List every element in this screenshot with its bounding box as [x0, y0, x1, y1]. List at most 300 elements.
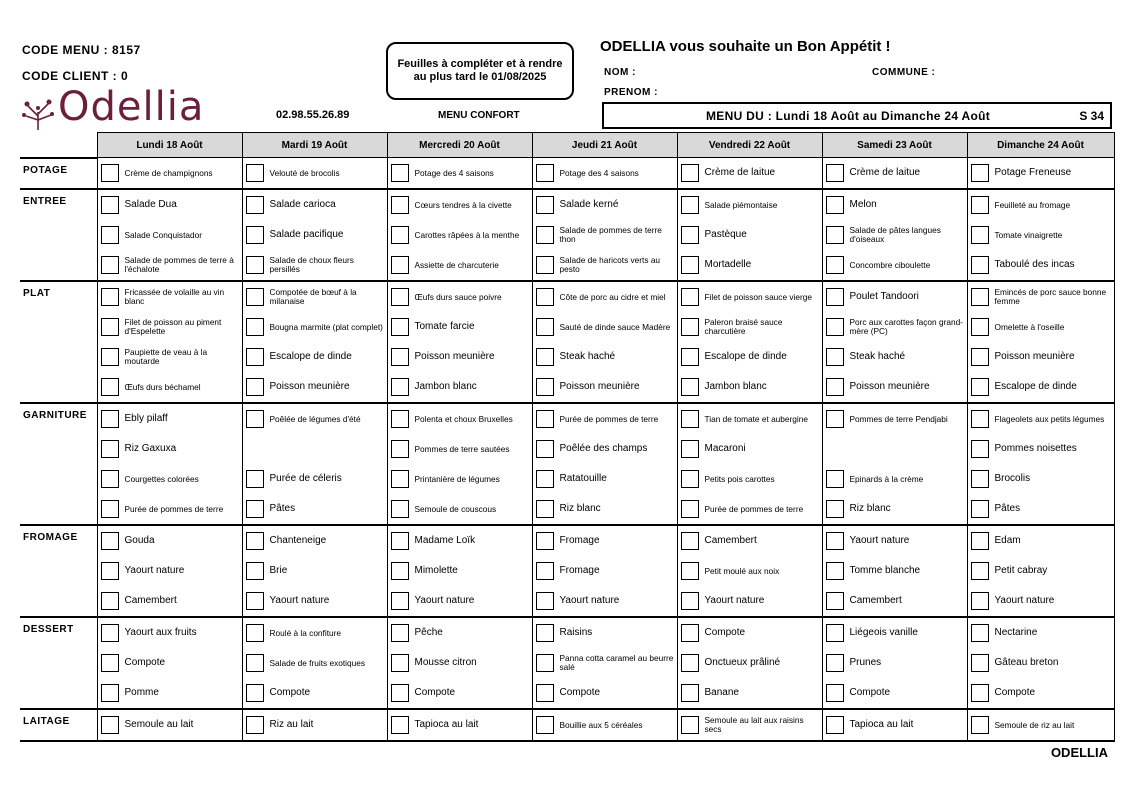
option-label: Feuilleté au fromage [994, 199, 1071, 210]
option-label: Banane [704, 687, 739, 698]
option-label: Liégeois vanille [849, 627, 918, 638]
option-checkbox[interactable] [101, 348, 119, 366]
option-checkbox[interactable] [826, 562, 844, 580]
option-checkbox[interactable] [826, 684, 844, 702]
option-label: Ratatouille [559, 473, 607, 484]
option-checkbox[interactable] [101, 716, 119, 734]
option-checkbox[interactable] [536, 256, 554, 274]
option-checkbox[interactable] [536, 196, 554, 214]
option-label: Poisson meunière [849, 381, 930, 392]
day-cell [822, 525, 967, 617]
day-cell [677, 281, 822, 403]
menu-option [678, 342, 822, 372]
menu-option [533, 526, 677, 556]
option-label: Œufs durs sauce poivre [414, 291, 502, 302]
option-checkbox[interactable] [246, 716, 264, 734]
menu-option [678, 494, 822, 524]
option-checkbox[interactable] [681, 196, 699, 214]
menu-table [20, 132, 1115, 742]
option-checkbox[interactable] [391, 256, 409, 274]
menu-option [533, 710, 677, 740]
day-cell [822, 709, 967, 741]
option-checkbox[interactable] [536, 226, 554, 244]
option-checkbox[interactable] [101, 532, 119, 550]
week-number: S 34 [1079, 109, 1104, 123]
option-checkbox[interactable] [246, 500, 264, 518]
menu-option [968, 586, 1114, 616]
menu-option [968, 618, 1114, 648]
category-row [20, 189, 1114, 281]
day-header: Vendredi 22 Août [677, 133, 822, 158]
option-checkbox[interactable] [971, 348, 989, 366]
option-checkbox[interactable] [391, 440, 409, 458]
option-label: Bouillie aux 5 céréales [559, 719, 643, 730]
option-checkbox[interactable] [971, 716, 989, 734]
menu-option [98, 526, 242, 556]
option-label: Panna cotta caramel au beurre salé [559, 653, 674, 672]
option-checkbox[interactable] [681, 288, 699, 306]
option-checkbox[interactable] [826, 716, 844, 734]
menu-option [388, 434, 532, 464]
option-checkbox[interactable] [536, 318, 554, 336]
code-client: CODE CLIENT : 0 [22, 69, 129, 83]
option-checkbox[interactable] [101, 440, 119, 458]
category-row [20, 281, 1114, 403]
menu-option [98, 648, 242, 678]
day-cell [677, 617, 822, 709]
option-checkbox[interactable] [536, 378, 554, 396]
menu-option [243, 710, 387, 740]
option-checkbox[interactable] [826, 654, 844, 672]
option-checkbox[interactable] [681, 256, 699, 274]
commune-label: COMMUNE : [872, 67, 936, 78]
option-label: Salade Conquistador [124, 229, 202, 240]
option-checkbox[interactable] [536, 624, 554, 642]
option-label: Purée de pommes de terre [704, 503, 804, 514]
day-cell [532, 281, 677, 403]
menu-range-text: MENU DU : Lundi 18 Août au Dimanche 24 Août [706, 109, 991, 123]
day-cell [822, 617, 967, 709]
menu-option [678, 710, 822, 740]
option-checkbox[interactable] [391, 654, 409, 672]
option-label: Tomate vinaigrette [994, 229, 1063, 240]
category-label: POTAGE [20, 158, 97, 190]
option-label: Camembert [849, 595, 902, 606]
option-checkbox[interactable] [101, 318, 119, 336]
option-checkbox[interactable] [246, 318, 264, 336]
option-label: Madame Loïk [414, 535, 476, 546]
option-checkbox[interactable] [246, 470, 264, 488]
option-checkbox[interactable] [391, 592, 409, 610]
day-cell [242, 709, 387, 741]
menu-option [388, 342, 532, 372]
menu-option [243, 282, 387, 312]
option-checkbox[interactable] [101, 624, 119, 642]
menu-option [388, 526, 532, 556]
menu-option [533, 282, 677, 312]
option-checkbox[interactable] [536, 716, 554, 734]
menu-option [98, 618, 242, 648]
option-checkbox[interactable] [681, 318, 699, 336]
option-checkbox[interactable] [101, 684, 119, 702]
menu-option [243, 342, 387, 372]
day-cell [387, 189, 532, 281]
menu-option [388, 282, 532, 312]
option-checkbox[interactable] [681, 164, 699, 182]
option-checkbox[interactable] [101, 410, 119, 428]
option-checkbox[interactable] [246, 348, 264, 366]
option-checkbox[interactable] [681, 410, 699, 428]
option-checkbox[interactable] [681, 378, 699, 396]
option-label: Mortadelle [704, 259, 752, 270]
option-label: Semoule de couscous [414, 503, 497, 514]
option-checkbox[interactable] [101, 562, 119, 580]
category-label: ENTREE [20, 189, 97, 281]
option-label: Printanière de légumes [414, 473, 500, 484]
option-checkbox[interactable] [391, 378, 409, 396]
option-checkbox[interactable] [246, 226, 264, 244]
option-checkbox[interactable] [536, 684, 554, 702]
option-label: Yaourt nature [849, 535, 910, 546]
option-checkbox[interactable] [681, 470, 699, 488]
option-checkbox[interactable] [101, 196, 119, 214]
option-checkbox[interactable] [971, 440, 989, 458]
option-label: Assiette de charcuterie [414, 259, 499, 270]
menu-option [388, 158, 532, 188]
day-cell [242, 158, 387, 190]
menu-option [968, 556, 1114, 586]
option-checkbox[interactable] [826, 348, 844, 366]
option-label: Pastèque [704, 229, 747, 240]
menu-option [388, 464, 532, 494]
category-row [20, 709, 1114, 741]
day-cell [387, 709, 532, 741]
option-label: Yaourt nature [269, 595, 330, 606]
option-checkbox[interactable] [391, 410, 409, 428]
menu-option [98, 158, 242, 188]
option-checkbox[interactable] [391, 500, 409, 518]
option-label: Courgettes colorées [124, 473, 199, 484]
option-checkbox[interactable] [391, 716, 409, 734]
day-cell [242, 189, 387, 281]
menu-option [823, 494, 967, 524]
option-checkbox[interactable] [681, 440, 699, 458]
option-checkbox[interactable] [246, 684, 264, 702]
option-label: Compote [704, 627, 746, 638]
day-cell [97, 189, 242, 281]
option-label: Potage des 4 saisons [414, 167, 494, 178]
option-label: Compotée de bœuf à la milanaise [269, 287, 357, 306]
menu-option [678, 526, 822, 556]
menu-option [678, 250, 822, 280]
option-checkbox[interactable] [246, 410, 264, 428]
option-checkbox[interactable] [971, 654, 989, 672]
menu-option [968, 678, 1114, 708]
menu-option [678, 434, 822, 464]
option-checkbox[interactable] [826, 470, 844, 488]
menu-option [533, 648, 677, 678]
option-checkbox[interactable] [101, 470, 119, 488]
option-checkbox[interactable] [826, 256, 844, 274]
day-header: Samedi 23 Août [822, 133, 967, 158]
day-cell [97, 281, 242, 403]
option-checkbox[interactable] [681, 532, 699, 550]
option-checkbox[interactable] [681, 592, 699, 610]
menu-option [388, 250, 532, 280]
day-cell [387, 617, 532, 709]
menu-option [968, 494, 1114, 524]
option-checkbox[interactable] [536, 288, 554, 306]
option-checkbox[interactable] [971, 624, 989, 642]
option-checkbox[interactable] [101, 164, 119, 182]
day-cell [967, 525, 1114, 617]
option-checkbox[interactable] [971, 592, 989, 610]
option-label: Tapioca au lait [849, 719, 914, 730]
option-label: Macaroni [704, 443, 746, 454]
option-checkbox[interactable] [536, 410, 554, 428]
day-cell [242, 525, 387, 617]
option-checkbox[interactable] [826, 592, 844, 610]
option-label: Mousse citron [414, 657, 477, 668]
option-label: Riz au lait [269, 719, 314, 730]
menu-option [533, 158, 677, 188]
option-checkbox[interactable] [971, 378, 989, 396]
menu-option [98, 404, 242, 434]
option-label: Riz blanc [559, 503, 601, 514]
option-checkbox[interactable] [391, 226, 409, 244]
menu-option [243, 158, 387, 188]
option-checkbox[interactable] [971, 318, 989, 336]
menu-option [98, 190, 242, 220]
option-checkbox[interactable] [971, 288, 989, 306]
menu-option [533, 678, 677, 708]
option-checkbox[interactable] [101, 256, 119, 274]
code-menu: CODE MENU : 8157 [22, 43, 141, 57]
menu-option [823, 190, 967, 220]
option-label: Bougna marmite (plat complet) [269, 321, 383, 332]
option-checkbox[interactable] [536, 348, 554, 366]
option-checkbox[interactable] [246, 592, 264, 610]
option-label: Escalope de dinde [994, 381, 1077, 392]
option-label: Œufs durs béchamel [124, 381, 201, 392]
day-cell [387, 525, 532, 617]
option-checkbox[interactable] [246, 288, 264, 306]
option-checkbox[interactable] [826, 164, 844, 182]
menu-option [533, 618, 677, 648]
option-checkbox[interactable] [826, 624, 844, 642]
day-cell [97, 709, 242, 741]
option-label: Nectarine [994, 627, 1038, 638]
option-checkbox[interactable] [681, 226, 699, 244]
option-label: Omelette à l'oseille [994, 321, 1065, 332]
option-checkbox[interactable] [536, 562, 554, 580]
menu-option [243, 556, 387, 586]
option-checkbox[interactable] [536, 532, 554, 550]
option-label: Sauté de dinde sauce Madère [559, 321, 671, 332]
day-header-row [20, 133, 1114, 158]
option-label: Crème de laitue [704, 167, 776, 178]
option-checkbox[interactable] [391, 348, 409, 366]
menu-option [388, 220, 532, 250]
option-checkbox[interactable] [826, 196, 844, 214]
option-label: Poisson meunière [559, 381, 640, 392]
option-checkbox[interactable] [391, 470, 409, 488]
option-label: Paleron braisé sauce charcutière [704, 317, 783, 336]
option-label: Yaourt nature [414, 595, 475, 606]
option-checkbox[interactable] [971, 532, 989, 550]
day-cell [967, 709, 1114, 741]
option-label: Fricassée de volaille au vin blanc [124, 287, 225, 306]
category-row [20, 525, 1114, 617]
option-label: Potage des 4 saisons [559, 167, 639, 178]
option-checkbox[interactable] [246, 532, 264, 550]
option-checkbox[interactable] [246, 196, 264, 214]
category-row [20, 617, 1114, 709]
option-checkbox[interactable] [391, 684, 409, 702]
option-label: Emincés de porc sauce bonne femme [994, 287, 1107, 306]
option-checkbox[interactable] [391, 532, 409, 550]
option-label: Petits pois carottes [704, 473, 775, 484]
option-checkbox[interactable] [971, 256, 989, 274]
option-checkbox[interactable] [391, 196, 409, 214]
menu-option [98, 282, 242, 312]
option-checkbox[interactable] [826, 318, 844, 336]
option-checkbox[interactable] [101, 592, 119, 610]
menu-option [678, 312, 822, 342]
option-checkbox[interactable] [826, 532, 844, 550]
menu-option [823, 526, 967, 556]
option-checkbox[interactable] [246, 624, 264, 642]
option-checkbox[interactable] [246, 378, 264, 396]
option-checkbox[interactable] [826, 378, 844, 396]
option-checkbox[interactable] [681, 562, 699, 580]
odellia-logo [18, 84, 218, 134]
option-checkbox[interactable] [971, 226, 989, 244]
option-checkbox[interactable] [246, 562, 264, 580]
option-label: Edam [994, 535, 1021, 546]
option-checkbox[interactable] [101, 226, 119, 244]
menu-option [968, 372, 1114, 402]
option-label: Petit moulé aux noix [704, 565, 780, 576]
option-checkbox[interactable] [681, 624, 699, 642]
option-checkbox[interactable] [826, 410, 844, 428]
day-cell [967, 158, 1114, 190]
menu-body [20, 158, 1114, 742]
menu-option [533, 404, 677, 434]
option-checkbox[interactable] [681, 654, 699, 672]
option-checkbox[interactable] [391, 288, 409, 306]
option-label: Purée de pommes de terre [559, 413, 659, 424]
option-label: Epinards à la crème [849, 473, 924, 484]
option-checkbox[interactable] [246, 654, 264, 672]
menu-option [243, 618, 387, 648]
option-checkbox[interactable] [971, 500, 989, 518]
option-checkbox[interactable] [536, 164, 554, 182]
option-label: Salade Dua [124, 199, 177, 210]
option-checkbox[interactable] [391, 562, 409, 580]
menu-option [533, 190, 677, 220]
menu-option [98, 710, 242, 740]
option-label: Tian de tomate et aubergine [704, 413, 808, 424]
option-checkbox[interactable] [536, 500, 554, 518]
option-checkbox[interactable] [681, 500, 699, 518]
option-label: Tapioca au lait [414, 719, 479, 730]
day-cell [967, 403, 1114, 525]
option-checkbox[interactable] [246, 256, 264, 274]
menu-option [823, 464, 967, 494]
option-checkbox[interactable] [971, 196, 989, 214]
menu-option [533, 556, 677, 586]
option-checkbox[interactable] [681, 348, 699, 366]
option-label: Yaourt nature [994, 595, 1055, 606]
option-label: Potage Freneuse [994, 167, 1072, 178]
option-checkbox[interactable] [101, 654, 119, 672]
option-checkbox[interactable] [971, 164, 989, 182]
option-checkbox[interactable] [826, 500, 844, 518]
menu-grid [20, 132, 1114, 742]
option-label: Taboulé des incas [994, 259, 1075, 270]
option-checkbox[interactable] [391, 624, 409, 642]
menu-option [968, 282, 1114, 312]
menu-option [243, 526, 387, 556]
menu-option [968, 434, 1114, 464]
option-checkbox[interactable] [971, 470, 989, 488]
menu-option [388, 556, 532, 586]
option-checkbox[interactable] [536, 654, 554, 672]
option-checkbox[interactable] [246, 164, 264, 182]
option-label: Onctueux prâliné [704, 657, 781, 668]
menu-option [678, 220, 822, 250]
option-label: Salade carioca [269, 199, 336, 210]
menu-option [243, 250, 387, 280]
option-checkbox[interactable] [391, 318, 409, 336]
option-checkbox[interactable] [826, 288, 844, 306]
menu-option [243, 404, 387, 434]
option-label: Semoule au lait aux raisins secs [704, 715, 804, 734]
option-checkbox[interactable] [101, 288, 119, 306]
option-checkbox[interactable] [101, 500, 119, 518]
option-checkbox[interactable] [536, 592, 554, 610]
day-cell [967, 189, 1114, 281]
option-checkbox[interactable] [971, 684, 989, 702]
day-cell [967, 617, 1114, 709]
menu-option [388, 586, 532, 616]
menu-option [823, 648, 967, 678]
option-label: Ebly pilaff [124, 413, 168, 424]
option-checkbox[interactable] [681, 684, 699, 702]
option-checkbox[interactable] [681, 716, 699, 734]
option-label: Riz Gaxuxa [124, 443, 177, 454]
option-checkbox[interactable] [536, 440, 554, 458]
menu-option [823, 250, 967, 280]
option-checkbox[interactable] [391, 164, 409, 182]
menu-type: MENU CONFORT [438, 110, 520, 121]
menu-option [533, 342, 677, 372]
menu-option [968, 312, 1114, 342]
menu-option [968, 710, 1114, 740]
option-checkbox[interactable] [971, 410, 989, 428]
option-label: Filet de poisson sauce vierge [704, 291, 812, 302]
option-checkbox[interactable] [971, 562, 989, 580]
option-checkbox[interactable] [101, 378, 119, 396]
menu-option [533, 250, 677, 280]
category-row [20, 403, 1114, 525]
option-checkbox[interactable] [826, 226, 844, 244]
menu-option [388, 618, 532, 648]
option-checkbox[interactable] [536, 470, 554, 488]
day-cell [677, 189, 822, 281]
option-label: Yaourt nature [704, 595, 765, 606]
